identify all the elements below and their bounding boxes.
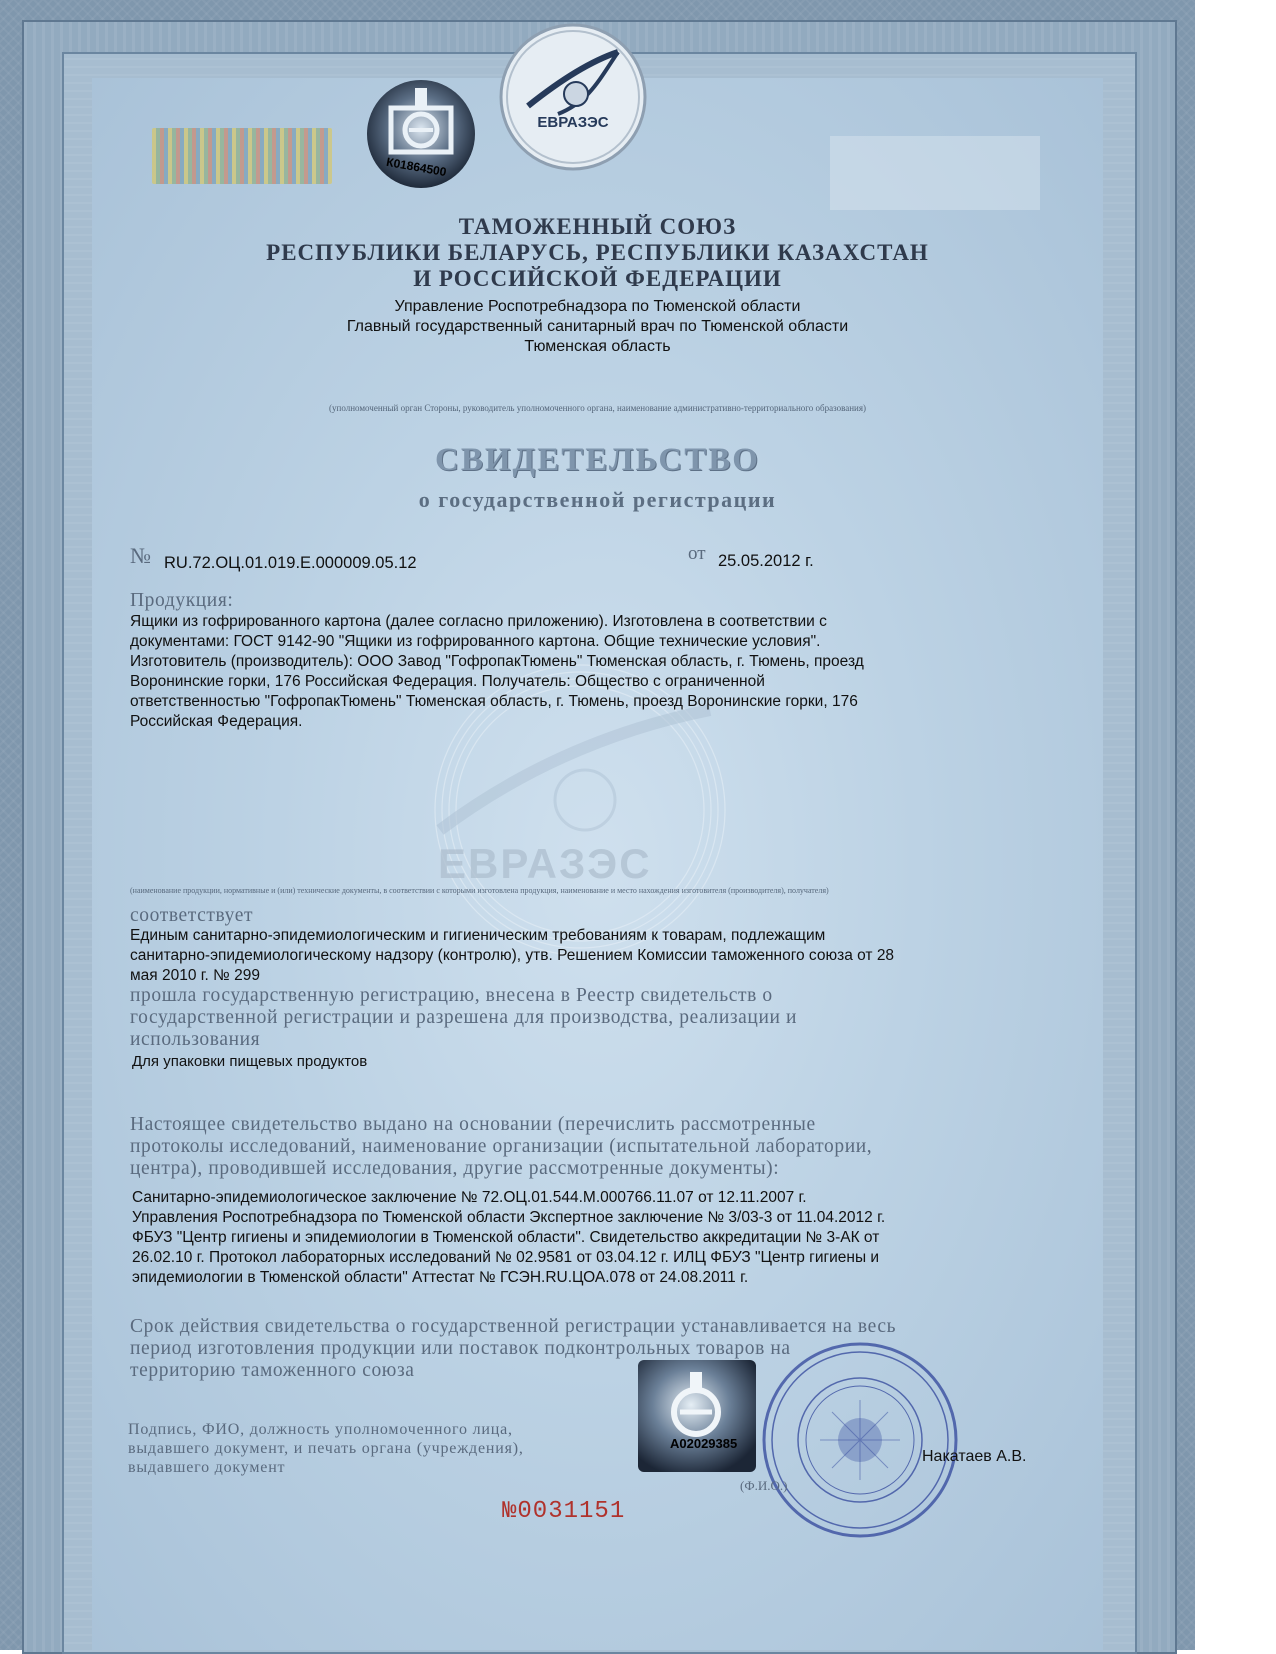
usage-text: Для упаковки пищевых продуктов bbox=[132, 1053, 368, 1070]
basis-line: центра), проводившей исследования, другие рассмотренные документы): bbox=[130, 1158, 780, 1179]
hologram-seal-bottom bbox=[638, 1360, 756, 1472]
product-line: документами: ГОСТ 9142-90 "Ящики из гофрированного картона. Общие технические условия". bbox=[130, 633, 821, 650]
security-patch-right bbox=[830, 136, 1040, 210]
date-label: от bbox=[688, 543, 706, 564]
header-line-1: ТАМОЖЕННЫЙ СОЮЗ bbox=[458, 214, 737, 239]
security-strip-pattern bbox=[152, 128, 332, 184]
signer-caption: (Ф.И.О.) bbox=[740, 1478, 788, 1493]
basis-document-line: Санитарно-эпидемиологическое заключение № 72.ОЦ.01.544.М.000766.11.07 от 12.11.2007 г. bbox=[132, 1189, 807, 1206]
document-subtitle: о государственной регистрации bbox=[418, 487, 777, 512]
signer-name: Накатаев А.В. bbox=[922, 1448, 1027, 1465]
official-stamp bbox=[760, 1340, 960, 1540]
product-caption: (наименование продукции, нормативные и (или) технические документы, в соответствии с которыми изготовлена продукция, наименование и место нахождения изготовителя (производителя), получателя) bbox=[130, 886, 829, 895]
statement-line: прошла государственную регистрацию, внесена в Реестр свидетельств о bbox=[130, 985, 773, 1006]
conformity-label: соответствует bbox=[130, 905, 254, 926]
validity-line: территорию таможенного союза bbox=[130, 1360, 415, 1381]
basis-document-line: ФБУЗ "Центр гигиены и эпидемиологии в Тюменской области". Свидетельство аккредитации № 3-АК от bbox=[132, 1229, 880, 1246]
basis-line: протоколы исследований, наименование организации (испытательной лаборатории, bbox=[130, 1136, 873, 1157]
hologram-icon bbox=[638, 1360, 756, 1472]
registration-statement bbox=[130, 985, 1028, 1051]
basis-document-line: эпидемиологии в Тюменской области" Аттестат № ГСЭН.RU.ЦОА.078 от 24.08.2011 г. bbox=[132, 1269, 749, 1286]
header-line-3: И РОССИЙСКОЙ ФЕДЕРАЦИИ bbox=[413, 266, 782, 291]
hologram-serial-bottom: А02029385 bbox=[670, 1436, 738, 1451]
stamp-icon bbox=[760, 1340, 960, 1540]
form-number: №0031151 bbox=[502, 1498, 626, 1525]
basis-documents bbox=[132, 1188, 1042, 1288]
document-title: СВИДЕТЕЛЬСТВО bbox=[435, 442, 760, 478]
basis-line: Настоящее свидетельство выдано на основании (перечислить рассмотренные bbox=[130, 1114, 816, 1135]
validity-line: период изготовления продукции или поставок подконтрольных товаров на bbox=[130, 1338, 791, 1359]
product-line: Ящики из гофрированного картона (далее согласно приложению). Изготовлена в соответствии с bbox=[130, 613, 827, 630]
statement-line: использования bbox=[130, 1029, 261, 1050]
statement-line: государственной регистрации и разрешена для производства, реализации и bbox=[130, 1007, 798, 1028]
basis-document-line: Управления Роспотребнадзора по Тюменской области Экспертное заключение № 3/03-3 от 11.04.2012 г. bbox=[132, 1209, 886, 1226]
emblem-label: ЕВРАЗЭС bbox=[537, 114, 609, 131]
validity-line: Срок действия свидетельства о государственной регистрации устанавливается на весь bbox=[130, 1316, 897, 1337]
product-line: Российская Федерация. bbox=[130, 713, 303, 730]
watermark-text: ЕВРАЗЭС bbox=[438, 840, 652, 887]
hologram-serial-top: К01864500 bbox=[385, 154, 448, 180]
product-line: Изготовитель (производитель): ООО Завод "ГофропакТюмень" Тюменская область, г. Тюмень, проезд bbox=[130, 653, 864, 670]
basis-document-line: 26.02.10 г. Протокол лабораторных исследований № 02.9581 от 03.04.12 г. ИЛЦ ФБУЗ "Центр гигиены и bbox=[132, 1249, 880, 1266]
product-description bbox=[130, 612, 1030, 732]
signature-caption bbox=[128, 1420, 638, 1477]
authority-line-2: Главный государственный санитарный врач по Тюменской области bbox=[346, 318, 849, 335]
eurasec-emblem bbox=[498, 22, 648, 172]
signature-caption-line: Подпись, ФИО, должность уполномоченного лица, bbox=[128, 1421, 513, 1438]
conformity-line: санитарно-эпидемиологическому надзору (контролю), утв. Решением Комиссии таможенного союза от 28 bbox=[130, 947, 895, 964]
registration-date: 25.05.2012 г. bbox=[718, 552, 814, 570]
product-line: ответственностью "ГофропакТюмень" Тюменская область, г. Тюмень, проезд Воронинские горки, 176 bbox=[130, 693, 858, 710]
authority-line-3: Тюменская область bbox=[524, 338, 671, 355]
registration-number: RU.72.ОЦ.01.019.Е.000009.05.12 bbox=[164, 554, 417, 572]
product-label: Продукция: bbox=[130, 590, 234, 611]
eurasec-emblem-icon bbox=[498, 22, 648, 172]
signature-caption-line: выдавшего документ bbox=[128, 1459, 286, 1476]
header-line-2: РЕСПУБЛИКИ БЕЛАРУСЬ, РЕСПУБЛИКИ КАЗАХСТАН bbox=[266, 240, 929, 265]
authority-line-1: Управление Роспотребнадзора по Тюменской области bbox=[394, 298, 801, 315]
conformity-line: мая 2010 г. № 299 bbox=[130, 967, 260, 984]
conformity-text bbox=[130, 926, 1030, 986]
number-label: № bbox=[130, 543, 151, 568]
signature-caption-line: выдавшего документ, и печать органа (учреждения), bbox=[128, 1440, 524, 1457]
conformity-line: Единым санитарно-эпидемиологическим и гигиеническим требованиям к товарам, подлежащим bbox=[130, 927, 826, 944]
product-line: Воронинские горки, 176 Российская Федерация. Получатель: Общество с ограниченной bbox=[130, 673, 765, 690]
basis-text bbox=[130, 1114, 1028, 1180]
authority-caption: (уполномоченный орган Стороны, руководитель уполномоченного органа, наименование административно-территориального образования) bbox=[329, 403, 866, 413]
